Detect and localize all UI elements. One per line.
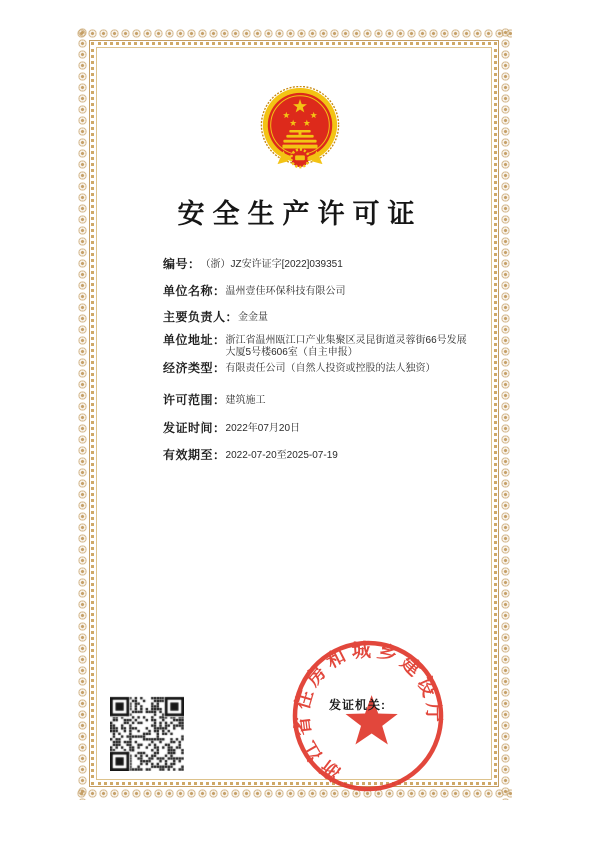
field-row-issue-date: [163, 421, 473, 435]
official-seal: [280, 628, 456, 804]
border-edge-left: [76, 27, 89, 800]
field-row-company-name: [163, 284, 473, 298]
field-value: 2022年07月20日: [225, 423, 301, 434]
border-edge-top: [76, 27, 512, 40]
field-label: 许可范围：: [163, 393, 226, 407]
field-label: 发证时间：: [163, 421, 226, 435]
field-label: 有效期至：: [163, 448, 226, 462]
field-value: 2022-07-20至2025-07-19: [225, 450, 338, 461]
field-label: 单位地址：: [163, 333, 226, 347]
field-row-license-scope: [163, 393, 473, 407]
qr-code: [110, 695, 184, 771]
field-row-address: [163, 333, 473, 358]
field-label: 单位名称：: [163, 284, 226, 298]
field-value: 浙江省温州瓯江口产业集聚区灵昆街道灵蓉街66号发展大厦5号楼606室（自主申报）: [225, 335, 467, 358]
field-row-economic-type: [163, 361, 473, 375]
field-value: 有限责任公司（自然人投资或控股的法人独资）: [225, 363, 436, 374]
field-label: 编号：: [163, 257, 201, 271]
field-label: 主要负责人：: [163, 310, 239, 324]
border-edge-right: [499, 27, 512, 800]
field-row-valid-until: [163, 448, 473, 462]
field-row-person-in-charge: [163, 310, 473, 324]
field-label: 经济类型：: [163, 361, 226, 375]
prc-national-emblem-icon: [259, 86, 341, 170]
field-value: 金金量: [238, 312, 269, 323]
issuer-label: 发证机关:: [329, 698, 386, 712]
field-value: （浙）JZ安许证字[2022]039351: [200, 259, 343, 270]
certificate-title: 安全生产许可证: [177, 199, 423, 229]
field-value: 建筑施工: [225, 395, 266, 406]
field-row-number: [163, 257, 473, 271]
field-value: 温州壹佳环保科技有限公司: [225, 286, 346, 297]
seal-text: 浙江省住房和城乡建设厅: [291, 639, 444, 784]
certificate-fields: [163, 257, 473, 462]
